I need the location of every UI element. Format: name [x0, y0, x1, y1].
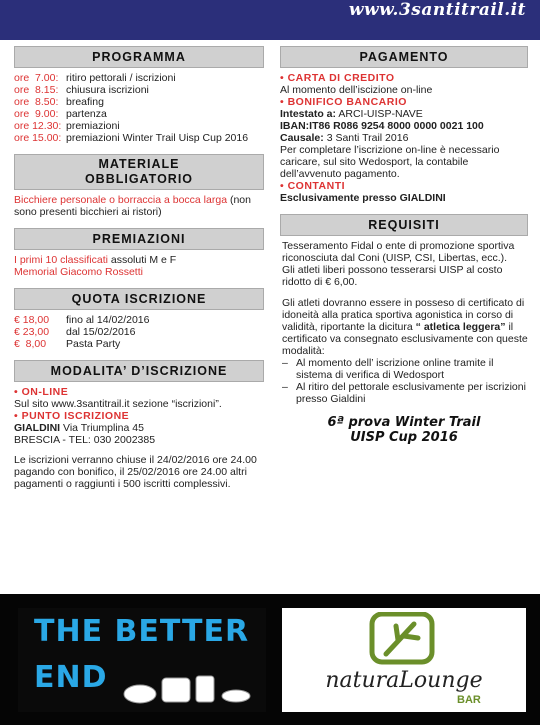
premiazioni-text: I primi 10 classificati assoluti M e F Memorial Giacomo Rossetti	[14, 254, 177, 278]
website-url: www.3santitrail.it	[348, 0, 526, 20]
programma-item: ore 12.30: premiazioni	[14, 120, 120, 132]
leaf-icon	[366, 612, 438, 666]
materiale-text: Bicchiere personale o borraccia a bocca larga (non sono presenti bicchieri ai ristori)	[14, 194, 251, 218]
sponsor-band	[0, 594, 540, 725]
quota-item: € 23,00 dal 15/02/2016	[14, 326, 136, 338]
contanti-label: • CONTANTI	[280, 180, 346, 192]
food-icons	[118, 666, 258, 708]
programma-item: ore 9.00: partenza	[14, 108, 107, 120]
phone: BRESCIA - TEL: 030 2002385	[14, 434, 156, 446]
quota-item: € 18,00 fino al 14/02/2016	[14, 314, 150, 326]
premiazioni-header: PREMIAZIONI	[14, 228, 264, 250]
carta-label: • CARTA DI CREDITO	[280, 72, 395, 84]
bonifico-label: • BONIFICO BANCARIO	[280, 96, 407, 108]
requisiti-header: REQUISITI	[280, 214, 528, 236]
the-better-end-logo: THE BETTER END	[18, 608, 266, 712]
pagamento-header: PAGAMENTO	[280, 46, 528, 68]
quota-list	[14, 314, 264, 350]
iban: IBAN:IT86 R086 9254 8000 0000 0021 100	[280, 120, 484, 132]
programma-item: ore 8.15: chiusura iscrizioni	[14, 84, 149, 96]
requisiti-list-item: – Al momento dell’ iscrizione online tramite il sistema di verifica di Wedosport	[282, 357, 494, 381]
quota-header: QUOTA ISCRIZIONE	[14, 288, 264, 310]
online-text: Sul sito www.3santitrail.it sezione “iscrizioni”.	[14, 398, 222, 410]
programma-header: PROGRAMMA	[14, 46, 264, 68]
quota-item: € 8,00 Pasta Party	[14, 338, 121, 350]
programma-list	[14, 72, 264, 144]
left-column	[14, 46, 264, 500]
winter-trail-title: 6ª prova Winter Trail UISP Cup 2016	[327, 415, 481, 445]
natura-lounge-logo: naturaLounge BAR	[282, 608, 526, 712]
materiale-header: MATERIALE OBBLIGATORIO	[14, 154, 264, 190]
pagamento-text: • CARTA DI CREDITO Al momento dell’iscizione on-line • BONIFICO BANCARIO Intestato a: ARCI-UISP-NAVE IBAN:IT86 R086 9254 8000 0000 0021 100 Causale: 3 Santi Trail 2016 Per completare l’iscrizione on-line è necessario caricare, sul sito Wedosport, la contabile dell’avvenuto pagamento. • CONTANTI Esclusivamente presso GIALDINI	[280, 72, 528, 204]
modalita-text: • ON-LINE Sul sito www.3santitrail.it sezione “iscrizioni”. • PUNTO ISCRIZIONE GIALDINI Via Triumplina 45 BRESCIA - TEL: 030 2002385 Le iscrizioni verranno chiuse il 24/02/2016 ore 24.00 pagando con bonifico, il 25/02/2016 ore 24.00 altri pagamenti o raggiunti i 500 iscritti complessivi.	[14, 386, 264, 490]
top-banner	[0, 0, 540, 40]
programma-item: ore 15.00: premiazioni Winter Trail Uisp Cup 2016	[14, 132, 249, 144]
programma-item: ore 7.00: ritiro pettorali / iscrizioni	[14, 72, 176, 84]
modalita-header: MODALITA’ D’ISCRIZIONE	[14, 360, 264, 382]
programma-item: ore 8.50: breafing	[14, 96, 104, 108]
requisiti-text: Tesseramento Fidal o ente di promozione sportiva riconosciuta dal Coni (UISP, CSI, Libertas, ecc.). Gli atleti liberi possono tesserarsi UISP al costo ridotto di € 6,00. Gli atleti dovranno essere in posseso di certificato di idoneità alla pratica sportiva agonistica in corso di validità, riportante la dicitura “ atletica leggera” il certificato va consegnato esclusivamente con queste modalità: – Al momento dell’ iscrizione online tramite il sistema di verifica di Wedosport – Al ritiro del pettorale esclusivamente per iscrizioni presso Gialdini	[282, 240, 528, 405]
online-label: • ON-LINE	[14, 386, 69, 398]
punto-label: • PUNTO ISCRIZIONE	[14, 410, 130, 422]
closing-note: Le iscrizioni verranno chiuse il 24/02/2016 ore 24.00 pagando con bonifico, il 25/02/2016 ore 24.00 altri pagamenti o raggiunti i 500 iscritti complessivi.	[14, 454, 257, 490]
requisiti-list-item: – Al ritiro del pettorale esclusivamente per iscrizioni presso Gialdini	[282, 381, 526, 405]
right-column	[280, 46, 528, 445]
